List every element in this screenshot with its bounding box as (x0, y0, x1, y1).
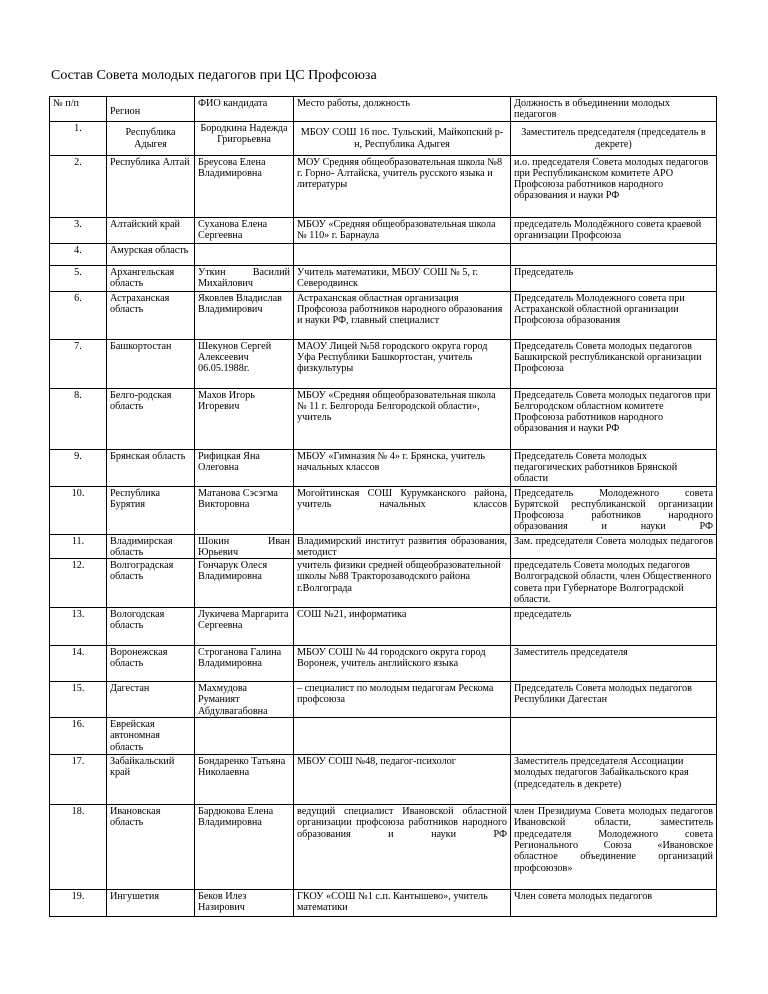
row-role: председатель Совета молодых педагогов Волгоградской области, член Общественного совета при Губернаторе Волгоградской области. (511, 559, 717, 608)
row-region: Республика Адыгея (107, 121, 195, 155)
row-fio (195, 243, 294, 265)
row-region: Амурская область (107, 243, 195, 265)
row-fio: Лукичева Маргарита Сергеевна (195, 608, 294, 646)
table-row (50, 890, 717, 917)
header-num: № п/п (50, 97, 107, 122)
document-title: Состав Совета молодых педагогов при ЦС Профсоюза (51, 68, 377, 83)
table-row (50, 805, 717, 890)
table-row (50, 291, 717, 339)
row-region: Ингушетия (107, 890, 195, 917)
table-row (50, 217, 717, 243)
row-work: МАОУ Лицей №58 городского округа город Уфа Республики Башкортостан, учитель физкультуры (294, 339, 511, 388)
row-work: МБОУ СОШ №48, педагог-психолог (294, 755, 511, 805)
row-region: Архангельская область (107, 265, 195, 291)
row-num: 7. (50, 339, 107, 388)
table-row (50, 449, 717, 486)
header-role: Должность в объединении молодых педагогов (511, 97, 717, 122)
row-num: 16. (50, 718, 107, 755)
row-num: 2. (50, 155, 107, 217)
header-fio: ФИО кандидата (195, 97, 294, 122)
header-work: Место работы, должность (294, 97, 511, 122)
row-role: и.о. председателя Совета молодых педагогов при Республиканском комитете АРО Профсоюза работников народного образования и науки РФ (511, 155, 717, 217)
row-role: член Президиума Совета молодых педагогов Ивановской области, заместитель председателя Молодежного совета Регионального Союза «Ивановское областное объединение организаций профсоюзов» (511, 805, 717, 890)
row-fio: Бондаренко Татьяна Николаевна (195, 755, 294, 805)
row-fio: Строганова Галина Владимировна (195, 646, 294, 682)
row-num: 18. (50, 805, 107, 890)
row-role: Заместитель председателя (председатель в декрете) (511, 121, 717, 155)
row-fio: Махов Игорь Игоревич (195, 388, 294, 449)
row-region: Алтайский край (107, 217, 195, 243)
row-work (294, 718, 511, 755)
table-row (50, 121, 717, 155)
row-role (511, 243, 717, 265)
row-fio: Шокин Иван Юрьевич (195, 534, 294, 559)
row-num: 15. (50, 682, 107, 718)
row-role: Председатель (511, 265, 717, 291)
row-role: Заместитель председателя (511, 646, 717, 682)
table-row (50, 388, 717, 449)
row-num: 4. (50, 243, 107, 265)
row-work: Владимирский институт развития образования, методист (294, 534, 511, 559)
row-role: Член совета молодых педагогов (511, 890, 717, 917)
row-region: Дагестан (107, 682, 195, 718)
row-region: Башкортостан (107, 339, 195, 388)
row-work: ведущий специалист Ивановской областной организации профсоюза работников народного образования и науки РФ (294, 805, 511, 890)
row-fio: Шекунов Сергей Алексеевич 06.05.1988г. (195, 339, 294, 388)
table-row (50, 534, 717, 559)
table-header-row (50, 97, 717, 122)
row-work: МБОУ СОШ № 44 городского округа город Воронеж, учитель английского языка (294, 646, 511, 682)
row-fio: Яковлев Владислав Владимирович (195, 291, 294, 339)
row-work: ГКОУ «СОШ №1 с.п. Кантышево», учитель математики (294, 890, 511, 917)
table-row (50, 682, 717, 718)
row-fio: Махмудова Руманият Абдулвагабовна (195, 682, 294, 718)
header-region: Регион (107, 97, 195, 122)
table-row (50, 265, 717, 291)
row-num: 13. (50, 608, 107, 646)
row-num: 11. (50, 534, 107, 559)
row-work: – специалист по молодым педагогам Рескома профсоюза (294, 682, 511, 718)
row-region: Волгоградская область (107, 559, 195, 608)
row-role: Председатель Совета молодых педагогических работников Брянской области (511, 449, 717, 486)
table-row (50, 243, 717, 265)
row-role: Председатель Молодежного совета при Астраханской областной организации Профсоюза образования (511, 291, 717, 339)
table-row (50, 718, 717, 755)
row-num: 5. (50, 265, 107, 291)
council-table (49, 96, 717, 917)
row-region: Еврейская автономная область (107, 718, 195, 755)
row-role: Председатель Совета молодых педагогов Башкирской республиканской организации Профсоюза (511, 339, 717, 388)
row-work (294, 243, 511, 265)
row-num: 14. (50, 646, 107, 682)
row-fio: Бреусова Елена Владимировна (195, 155, 294, 217)
row-work: учитель физики средней общеобразовательной школы №88 Тракторозаводского района г.Волгограда (294, 559, 511, 608)
row-region: Астраханская область (107, 291, 195, 339)
row-work: МБОУ СОШ 16 пос. Тульский, Майкопский р-н, Республика Адыгея (294, 121, 511, 155)
row-work: МБОУ «Средняя общеобразовательная школа № 11 г. Белгорода Белгородской области», учитель (294, 388, 511, 449)
row-fio: Рифицкая Яна Олеговна (195, 449, 294, 486)
row-work: МОУ Средняя общеобразовательная школа №8 г. Горно- Алтайска, учитель русского языка и литературы (294, 155, 511, 217)
row-work: СОШ №21, информатика (294, 608, 511, 646)
row-region: Забайкальский край (107, 755, 195, 805)
row-fio: Бардюкова Елена Владимировна (195, 805, 294, 890)
row-num: 8. (50, 388, 107, 449)
row-role: Зам. председателя Совета молодых педагогов (511, 534, 717, 559)
row-region: Республика Бурятия (107, 486, 195, 534)
table-row (50, 486, 717, 534)
table-row (50, 155, 717, 217)
row-fio: Гончарук Олеся Владимировна (195, 559, 294, 608)
row-work: МБОУ «Гимназия № 4» г. Брянска, учитель начальных классов (294, 449, 511, 486)
row-num: 9. (50, 449, 107, 486)
row-fio: Суханова Елена Сергеевна (195, 217, 294, 243)
row-region: Республика Алтай (107, 155, 195, 217)
table-row (50, 339, 717, 388)
table-row (50, 755, 717, 805)
row-region: Белго-родская область (107, 388, 195, 449)
row-fio: Матанова Сэсэгма Викторовна (195, 486, 294, 534)
row-num: 10. (50, 486, 107, 534)
row-region: Владимирская область (107, 534, 195, 559)
row-num: 17. (50, 755, 107, 805)
row-num: 1. (50, 121, 107, 155)
row-fio: Бородкина Надежда Григорьевна (195, 121, 294, 155)
row-region: Брянская область (107, 449, 195, 486)
row-fio (195, 718, 294, 755)
table-row (50, 646, 717, 682)
row-num: 6. (50, 291, 107, 339)
row-role: Председатель Молодежного совета Бурятской республиканской организации Профсоюза работников народного образования и науки РФ (511, 486, 717, 534)
row-work: МБОУ «Средняя общеобразовательная школа № 110» г. Барнаула (294, 217, 511, 243)
table-row (50, 608, 717, 646)
row-work: Учитель математики, МБОУ СОШ № 5, г. Северодвинск (294, 265, 511, 291)
row-role: Председатель Совета молодых педагогов Республики Дагестан (511, 682, 717, 718)
row-region: Ивановская область (107, 805, 195, 890)
table-row (50, 559, 717, 608)
row-role (511, 718, 717, 755)
row-role: председатель Молодёжного совета краевой организации Профсоюза (511, 217, 717, 243)
row-role: Председатель Совета молодых педагогов при Белгородском областном комитете Профсоюза работников народного образования и науки РФ (511, 388, 717, 449)
row-work: Астраханская областная организация Профсоюза работников народного образования и науки РФ, главный специалист (294, 291, 511, 339)
row-region: Вологодская область (107, 608, 195, 646)
row-work: Могойтинская СОШ Курумканского района, учитель начальных классов (294, 486, 511, 534)
row-fio: Уткин Василий Михайлович (195, 265, 294, 291)
row-role: Заместитель председателя Ассоциации молодых педагогов Забайкальского края (председатель в декрете) (511, 755, 717, 805)
row-num: 19. (50, 890, 107, 917)
row-num: 12. (50, 559, 107, 608)
row-num: 3. (50, 217, 107, 243)
row-fio: Беков Илез Назирович (195, 890, 294, 917)
row-region: Воронежская область (107, 646, 195, 682)
row-role: председатель (511, 608, 717, 646)
